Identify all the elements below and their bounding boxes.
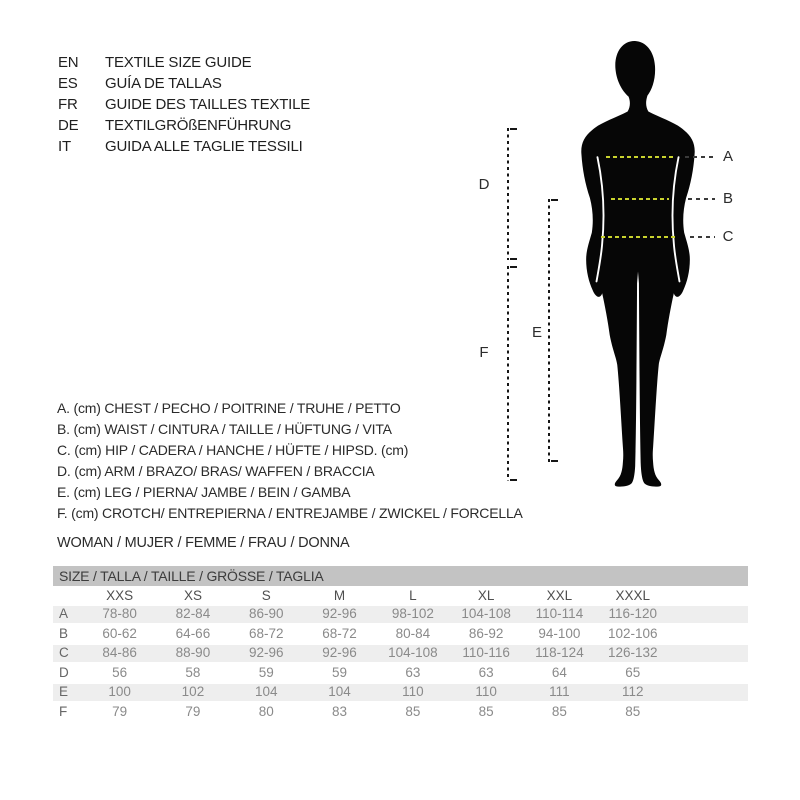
row-label: C	[59, 644, 69, 660]
table-cell: 83	[332, 703, 348, 719]
language-title: GUÍA DE TALLAS	[105, 75, 222, 92]
table-cell: 60-62	[102, 626, 137, 642]
language-code: IT	[58, 138, 71, 155]
table-cell: 84-86	[102, 644, 137, 660]
list-item	[58, 52, 310, 73]
table-cell: 85	[478, 703, 494, 719]
table-row	[53, 605, 748, 624]
table-cell: 85	[625, 703, 641, 719]
table-cell: 102-106	[607, 626, 658, 642]
spacer-cell	[669, 606, 748, 623]
row-label: B	[59, 626, 69, 642]
table-cell: 116-120	[608, 606, 657, 621]
table-cell: 92-96	[248, 644, 284, 660]
table-cell: 111	[549, 683, 570, 699]
language-title-list	[58, 52, 310, 157]
crotch-bracket-top-tick	[510, 266, 517, 268]
hip-line-label: C	[722, 228, 734, 245]
legend-item-leg: E. (cm) LEG / PIERNA/ JAMBE / BEIN / GAMBA	[57, 484, 351, 500]
table-cell: 104-108	[461, 606, 511, 621]
row-label: E	[59, 683, 69, 699]
table-cell: 82-84	[175, 606, 211, 621]
leg-bracket-top-tick	[551, 199, 558, 201]
waist-line-leader-dashes	[688, 198, 715, 200]
table-cell: 59	[332, 665, 348, 681]
hip-line-green-dashes	[601, 236, 677, 238]
size-column-label: XXS	[106, 588, 134, 603]
crotch-length-label: F	[479, 344, 489, 361]
list-item	[58, 94, 310, 115]
table-cell: 68-72	[322, 626, 357, 642]
table-cell: 100	[108, 683, 131, 699]
table-cell: 112	[621, 683, 644, 699]
leg-length-label: E	[531, 324, 542, 341]
language-code: DE	[58, 117, 79, 134]
table-cell: 63	[478, 665, 494, 681]
list-item	[58, 73, 310, 94]
row-label: A	[59, 606, 69, 621]
table-cell: 79	[185, 703, 201, 719]
size-column-label: M	[333, 588, 346, 603]
table-cell: 79	[112, 703, 128, 719]
language-code: FR	[58, 96, 78, 113]
table-cell: 78-80	[102, 606, 137, 621]
table-cell: 104	[328, 683, 351, 699]
table-cell: 94-100	[538, 626, 581, 642]
chest-line-green-dashes	[606, 156, 674, 158]
legend-item-waist: B. (cm) WAIST / CINTURA / TAILLE / HÜFTUNG / VITA	[57, 421, 392, 437]
chest-line-leader-dashes	[685, 156, 715, 158]
measurement-legend	[57, 398, 523, 524]
spacer-cell	[669, 684, 748, 701]
table-cell: 85	[405, 703, 421, 719]
hip-line-leader-dashes	[690, 236, 715, 238]
table-cell: 126-132	[607, 644, 658, 660]
table-cell: 118-124	[535, 644, 584, 660]
spacer-cell	[669, 702, 748, 721]
waist-line-label: B	[722, 190, 733, 207]
size-column-label: S	[261, 588, 271, 603]
table-row	[53, 663, 748, 682]
leg-bracket-bottom-tick	[551, 460, 558, 462]
table-row	[53, 624, 748, 643]
table-cell: 56	[112, 665, 128, 681]
language-title: TEXTILGRÖßENFÜHRUNG	[105, 117, 292, 134]
list-item	[58, 115, 310, 136]
corner-cell	[53, 586, 83, 605]
row-label: D	[59, 665, 69, 681]
table-cell: 64-66	[175, 626, 211, 642]
table-row	[53, 702, 748, 721]
row-label: F	[59, 703, 68, 719]
table-cell: 98-102	[391, 606, 434, 621]
table-row	[53, 644, 748, 663]
arm-length-label: D	[478, 176, 490, 193]
language-title: GUIDA ALLE TAGLIE TESSILI	[105, 138, 303, 155]
table-cell: 102	[181, 683, 205, 699]
size-columns-row	[53, 586, 748, 605]
size-column-label: XL	[477, 588, 495, 603]
size-table-header: SIZE / TALLA / TAILLE / GRÖSSE / TAGLIA	[53, 566, 748, 586]
table-cell: 65	[625, 665, 641, 681]
table-cell: 64	[551, 665, 567, 681]
table-cell: 88-90	[175, 644, 211, 660]
table-cell: 104-108	[388, 644, 438, 660]
table-cell: 68-72	[248, 626, 284, 642]
table-cell: 110-114	[535, 606, 584, 621]
language-code: ES	[58, 75, 78, 92]
table-row	[53, 683, 748, 702]
spacer-cell	[669, 645, 748, 662]
leg-length-bracket	[548, 199, 550, 462]
table-cell: 58	[185, 665, 201, 681]
size-column-label: XXL	[546, 588, 573, 603]
table-cell: 92-96	[322, 606, 357, 621]
spacer-cell	[669, 586, 748, 605]
table-cell: 80-84	[395, 626, 431, 642]
size-table	[53, 566, 748, 721]
chest-line-label: A	[722, 148, 733, 165]
table-cell: 59	[258, 665, 274, 681]
table-cell: 85	[551, 703, 567, 719]
legend-item-crotch: F. (cm) CROTCH/ ENTREPIERNA / ENTREJAMBE / ZWICKEL / FORCELLA	[57, 505, 523, 521]
legend-item-arm: D. (cm) ARM / BRAZO/ BRAS/ WAFFEN / BRACCIA	[57, 463, 375, 479]
table-cell: 110-116	[462, 644, 510, 660]
gender-heading: WOMAN / MUJER / FEMME / FRAU / DONNA	[57, 535, 350, 551]
language-title: TEXTILE SIZE GUIDE	[105, 54, 252, 71]
table-cell: 104	[254, 683, 278, 699]
table-cell: 110	[475, 683, 497, 699]
woman-silhouette-image	[572, 40, 704, 487]
legend-item-chest: A. (cm) CHEST / PECHO / POITRINE / TRUHE / PETTO	[57, 400, 401, 416]
table-cell: 80	[258, 703, 274, 719]
arm-bracket-bottom-tick	[510, 258, 517, 260]
table-cell: 92-96	[322, 644, 357, 660]
table-cell: 86-92	[468, 626, 504, 642]
table-cell: 63	[405, 665, 421, 681]
waist-line-green-dashes	[611, 198, 669, 200]
size-column-label: XXXL	[615, 588, 650, 603]
arm-bracket-top-tick	[510, 128, 517, 130]
table-cell: 110	[402, 683, 424, 699]
spacer-cell	[669, 624, 748, 643]
spacer-cell	[669, 663, 748, 682]
size-column-label: L	[409, 588, 417, 603]
language-title: GUIDE DES TAILLES TEXTILE	[105, 96, 311, 113]
arm-length-bracket	[507, 128, 509, 260]
table-cell: 86-90	[248, 606, 284, 621]
size-column-label: XS	[183, 588, 202, 603]
list-item	[58, 136, 310, 157]
legend-item-hip: C. (cm) HIP / CADERA / HANCHE / HÜFTE / HIPSD. (cm)	[57, 442, 409, 458]
language-code: EN	[58, 54, 79, 71]
